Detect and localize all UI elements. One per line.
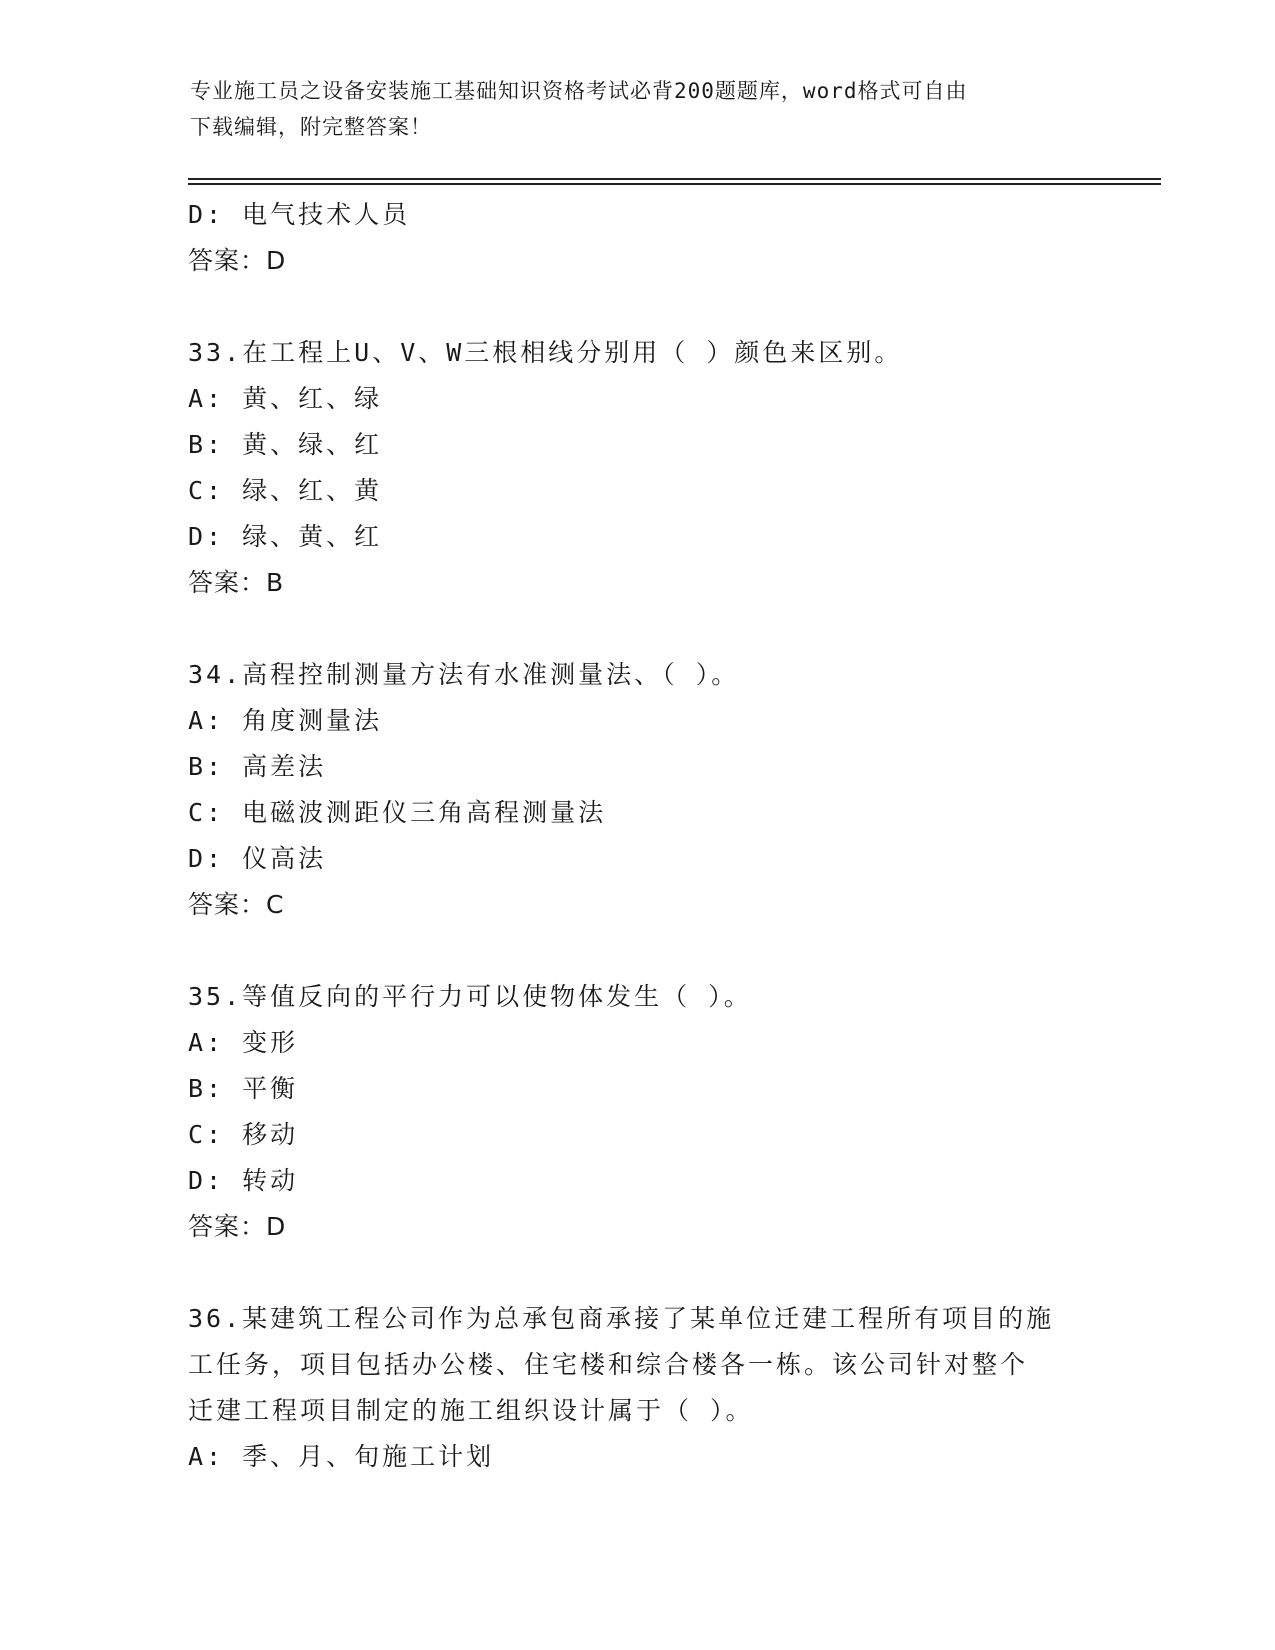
q34-option-a: A: 角度测量法 bbox=[188, 706, 383, 735]
q35-option-a: A: 变形 bbox=[188, 1028, 299, 1057]
q36-option-a: A: 季、月、旬施工计划 bbox=[188, 1442, 495, 1471]
q35-stem: 35.等值反向的平行力可以使物体发生（ ）。 bbox=[188, 982, 752, 1011]
q33-option-a: A: 黄、红、绿 bbox=[188, 384, 383, 413]
spacer bbox=[188, 1250, 1088, 1296]
header-line-1: 专业施工员之设备安装施工基础知识资格考试必背200题题库，word格式可自由 bbox=[190, 79, 968, 103]
spacer bbox=[188, 284, 1088, 330]
q34-option-d: D: 仪高法 bbox=[188, 844, 327, 873]
q33-option-b: B: 黄、绿、红 bbox=[188, 430, 383, 459]
prev-option-d: D: 电气技术人员 bbox=[188, 200, 411, 229]
q34-option-b: B: 高差法 bbox=[188, 752, 327, 781]
q36-stem-line-1: 36.某建筑工程公司作为总承包商承接了某单位迁建工程所有项目的施 bbox=[188, 1304, 1055, 1333]
prev-answer: 答案：D bbox=[188, 246, 287, 275]
q33-option-d: D: 绿、黄、红 bbox=[188, 522, 383, 551]
spacer bbox=[188, 606, 1088, 652]
q35-answer: 答案：D bbox=[188, 1212, 287, 1241]
q36-stem-line-3: 迁建工程项目制定的施工组织设计属于（ ）。 bbox=[188, 1396, 754, 1425]
q33-option-c: C: 绿、红、黄 bbox=[188, 476, 383, 505]
page-header bbox=[190, 73, 1090, 145]
q33-answer: 答案：B bbox=[188, 568, 285, 597]
q34-stem: 34.高程控制测量方法有水准测量法、（ ）。 bbox=[188, 660, 740, 689]
q33-stem: 33.在工程上U、V、W三根相线分别用（ ）颜色来区别。 bbox=[188, 338, 903, 367]
header-divider-top bbox=[188, 178, 1161, 180]
header-line-2: 下载编辑，附完整答案！ bbox=[190, 115, 432, 139]
q36-stem-line-2: 工任务，项目包括办公楼、住宅楼和综合楼各一栋。该公司针对整个 bbox=[188, 1350, 1029, 1379]
q35-option-d: D: 转动 bbox=[188, 1166, 299, 1195]
q35-option-b: B: 平衡 bbox=[188, 1074, 299, 1103]
q35-option-c: C: 移动 bbox=[188, 1120, 299, 1149]
spacer bbox=[188, 928, 1088, 974]
question-list bbox=[188, 192, 1088, 1480]
q34-answer: 答案：C bbox=[188, 890, 285, 919]
header-divider-bottom bbox=[188, 183, 1161, 185]
q34-option-c: C: 电磁波测距仪三角高程测量法 bbox=[188, 798, 607, 827]
